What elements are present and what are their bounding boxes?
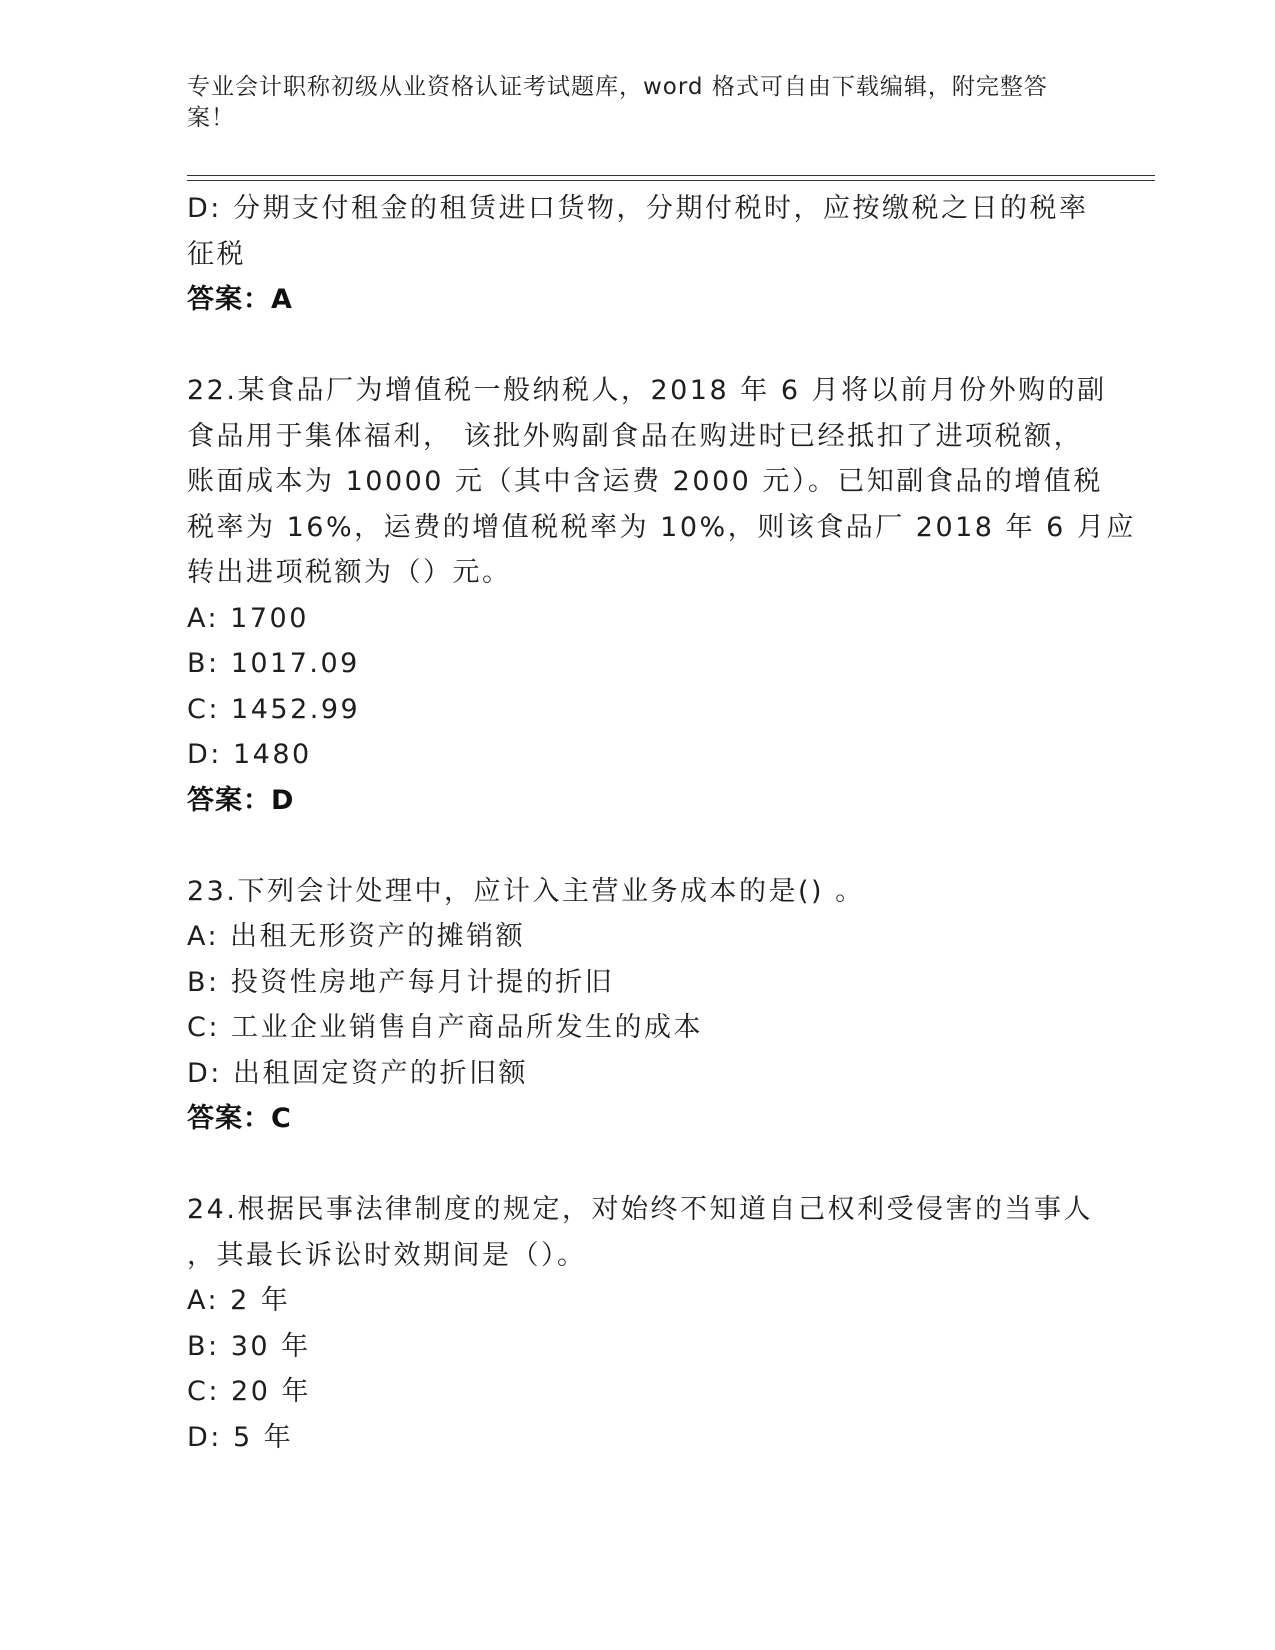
option-d-line-2: 征税 bbox=[187, 238, 246, 270]
document-body bbox=[187, 186, 1136, 1460]
document-header bbox=[187, 72, 1067, 134]
question-21-tail bbox=[187, 186, 1087, 323]
answer-22: 答案：D bbox=[187, 784, 295, 816]
question-stem-line: ，其最长诉讼时效期间是（）。 bbox=[187, 1239, 587, 1271]
question-stem-line: 税率为 16%，运费的增值税税率为 10%，则该食品厂 2018 年 6 月应 bbox=[187, 511, 1136, 543]
question-stem-line: 账面成本为 10000 元（其中含运费 2000 元）。已知副食品的增值税 bbox=[187, 466, 1103, 497]
option-d: D: 1480 bbox=[187, 739, 312, 770]
option-d: D: 出租固定资产的折旧额 bbox=[187, 1057, 528, 1089]
spacer bbox=[187, 823, 1087, 869]
answer-23: 答案：C bbox=[187, 1103, 292, 1134]
option-c: C: 20 年 bbox=[187, 1376, 311, 1407]
spacer bbox=[187, 1142, 1087, 1188]
option-b: B: 1017.09 bbox=[187, 648, 360, 679]
header-rule-top bbox=[187, 175, 1155, 176]
question-stem-line: 24.根据民事法律制度的规定，对始终不知道自己权利受侵害的当事人 bbox=[187, 1194, 1093, 1225]
answer-21: 答案：A bbox=[187, 284, 293, 315]
header-text: 专业会计职称初级从业资格认证考试题库，word 格式可自由下载编辑，附完整答案！ bbox=[187, 74, 1048, 131]
option-d: D: 5 年 bbox=[187, 1421, 294, 1453]
question-stem-line: 食品用于集体福利， 该批外购副食品在购进时已经抵扣了进项税额， bbox=[187, 420, 1084, 452]
option-b: B: 投资性房地产每月计提的折旧 bbox=[187, 966, 615, 998]
option-a: A: 1700 bbox=[187, 602, 309, 634]
option-a: A: 2 年 bbox=[187, 1285, 291, 1316]
question-stem-line: 转出进项税额为（）元。 bbox=[187, 557, 512, 588]
question-22 bbox=[187, 368, 1136, 823]
question-stem-line: 23.下列会计处理中，应计入主营业务成本的是() 。 bbox=[187, 875, 865, 907]
option-c: C: 工业企业销售自产商品所发生的成本 bbox=[187, 1012, 704, 1043]
option-c: C: 1452.99 bbox=[187, 693, 361, 725]
question-stem-line: 22.某食品厂为增值税一般纳税人，2018 年 6 月将以前月份外购的副 bbox=[187, 375, 1107, 406]
header-rule-bottom bbox=[187, 180, 1155, 181]
option-d-line-1: D: 分期支付租金的租赁进口货物，分期付税时，应按缴税之日的税率 bbox=[187, 193, 1089, 224]
spacer bbox=[187, 323, 1087, 369]
question-24 bbox=[187, 1187, 1093, 1460]
option-a: A: 出租无形资产的摊销额 bbox=[187, 921, 526, 952]
question-23 bbox=[187, 869, 1087, 1142]
option-b: B: 30 年 bbox=[187, 1330, 311, 1362]
